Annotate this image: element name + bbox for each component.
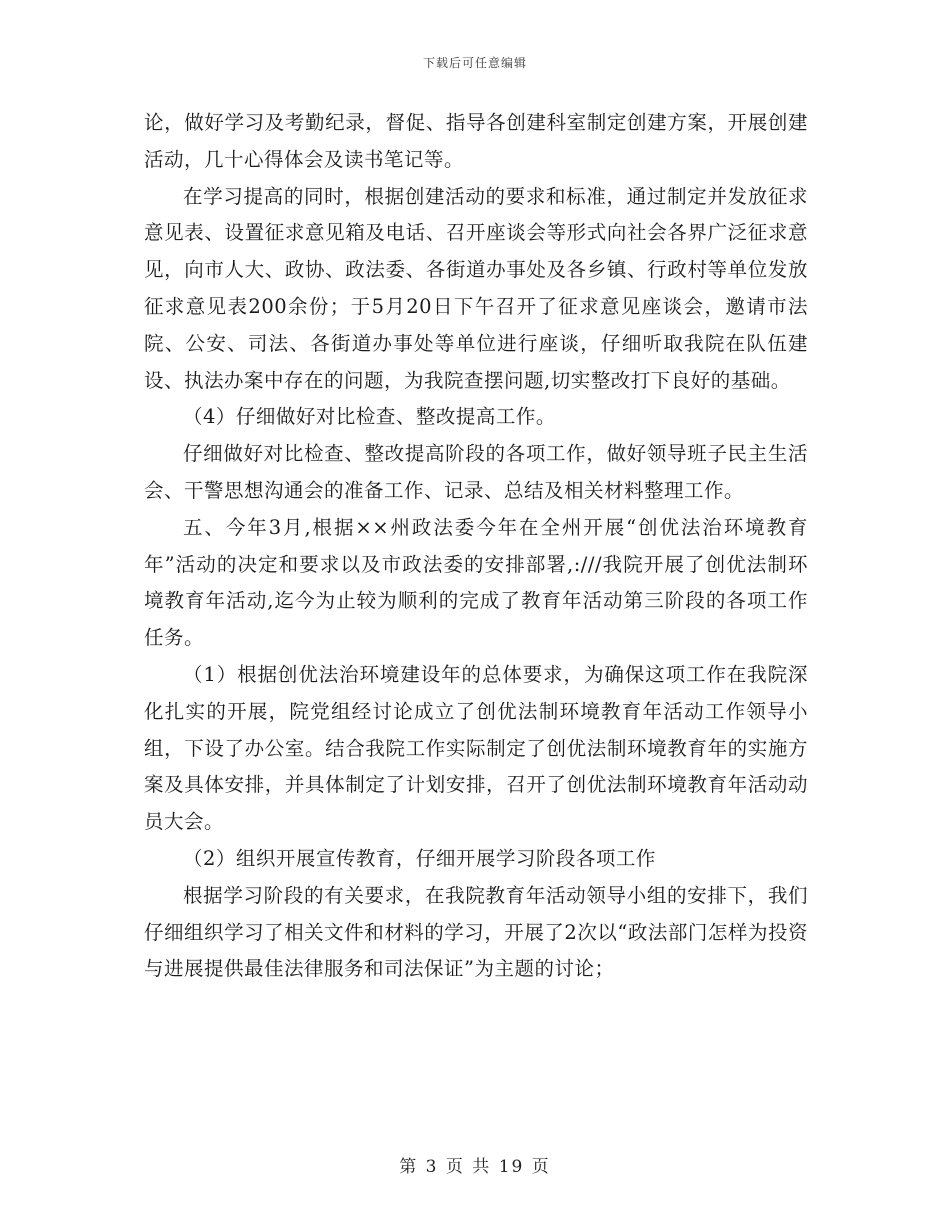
paragraph-continuation: 论，做好学习及考勤纪录，督促、指导各创建科室制定创建方案，开展创建活动，几十心得体会及读书笔记等。 <box>144 111 808 171</box>
paragraph-solicit-opinions: 在学习提高的同时，根据创建活动的要求和标准，通过制定并发放征求意见表、设置征求意见箱及电话、召开座谈会等形式向社会各界广泛征求意见，向市人大、政协、政法委、各街道办事处及各乡镇、行政村等单位发放征求意见表200余份；于5月20日下午召开了征求意见座谈会，邀请市法院、公安、司法、各街道办事处等单位进行座谈，仔细听取我院在队伍建设、执法办案中存在的问题，为我院查摆问题,切实整改打下良好的基础。 <box>144 184 808 392</box>
paragraph-item-1: （1）根据创优法治环境建设年的总体要求，为确保这项工作在我院深化扎实的开展，院党组经讨论成立了创优法制环境教育年活动工作领导小组，下设了办公室。结合我院工作实际制定了创优法制环境教育年的实施方案及具体安排，并具体制定了计划安排，召开了创优法制环境教育年活动动员大会。 <box>144 662 808 834</box>
section-heading-4: （4）仔细做好对比检查、整改提高工作。 <box>183 405 556 429</box>
paragraph-rectification: 仔细做好对比检查、整改提高阶段的各项工作，做好领导班子民主生活会、干警思想沟通会的准备工作、记录、总结及相关材料整理工作。 <box>144 442 808 502</box>
document-body <box>144 105 808 988</box>
section-heading-2: （2）组织开展宣传教育，仔细开展学习阶段各项工作 <box>183 846 656 870</box>
paragraph-section-five: 五、今年3月,根据××州政法委今年在全州开展“创优法治环境教育年”活动的决定和要求以及市政法委的安排部署,:///我院开展了创优法制环境教育年活动,迄今为止较为顺利的完成了教育年活动第三阶段的各项工作任务。 <box>144 515 808 650</box>
paragraph-study-stage: 根据学习阶段的有关要求，在我院教育年活动领导小组的安排下，我们仔细组织学习了相关文件和材料的学习，开展了2次以“政法部门怎样为投资与进展提供最佳法律服务和司法保证”为主题的讨论； <box>144 883 808 981</box>
page-header: 下载后可任意编辑 <box>422 56 527 70</box>
page-number-footer: 第 3 页 共 19 页 <box>399 1157 551 1177</box>
